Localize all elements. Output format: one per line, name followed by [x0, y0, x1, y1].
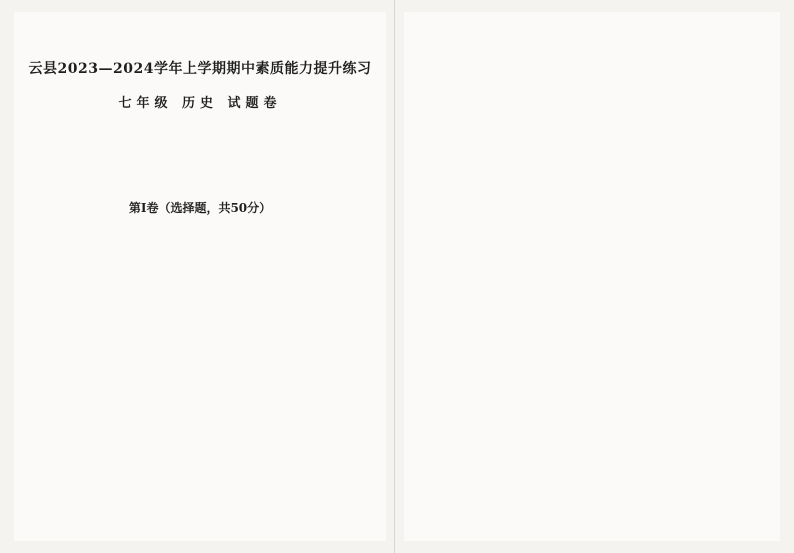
left-page — [14, 12, 386, 541]
exam-title: 云县2023—2024学年上学期期中素质能力提升练习 — [28, 61, 372, 77]
page-fold — [394, 0, 395, 553]
right-page — [404, 12, 780, 541]
section-title: 第Ⅰ卷（选择题，共50分） — [128, 201, 272, 215]
exam-subtitle: 七年级 历史 试题卷 — [118, 96, 282, 111]
